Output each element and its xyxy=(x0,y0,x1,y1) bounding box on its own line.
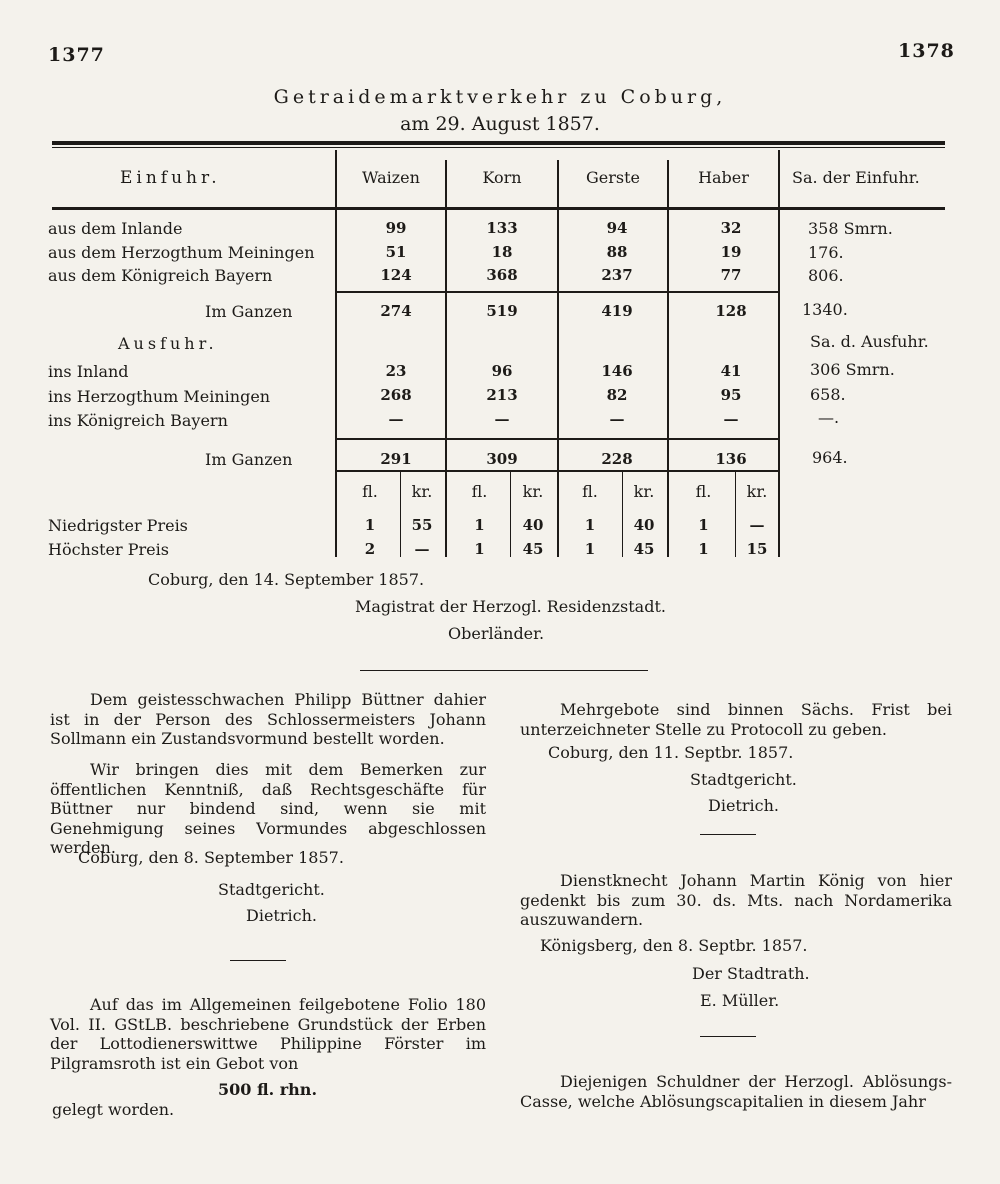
cell-sum: 806. xyxy=(808,266,844,285)
header-sum: Sa. der Einfuhr. xyxy=(792,168,920,187)
price-fl: 1 xyxy=(364,516,376,534)
cell-korn: 18 xyxy=(491,243,513,261)
header-gerste: Gerste xyxy=(585,168,640,187)
cell-gerste: 88 xyxy=(606,243,628,261)
table-top-rule-thin xyxy=(52,147,945,148)
cell-haber: 95 xyxy=(720,386,742,404)
price-fl: 1 xyxy=(698,516,709,534)
table-title: Getraidemarktverkehr zu Coburg, xyxy=(273,86,727,108)
currency-fl: fl. xyxy=(695,482,712,501)
cell-waizen: 124 xyxy=(380,266,412,284)
row-label: aus dem Königreich Bayern xyxy=(48,266,273,285)
cell-waizen: — xyxy=(388,410,404,428)
notice-koenig-name: E. Müller. xyxy=(700,991,780,1010)
section-rule xyxy=(360,670,648,671)
notice-buettner-2: Wir bringen dies mit dem Bemerken zur öffentlichen Kenntniß, daß Rechtsgeschäfte für Büttner nur bindend sind, wenn sie mit Genehmigung seines Vormundes abgeschlossen werden. xyxy=(50,760,486,857)
row-label: ins Königreich Bayern xyxy=(48,411,228,430)
total-korn: 519 xyxy=(486,302,518,320)
notice-koenig-date: Königsberg, den 8. Septbr. 1857. xyxy=(540,936,808,955)
price-kr: 45 xyxy=(522,540,544,558)
price-fl: 1 xyxy=(584,516,596,534)
notice-mehrgebote-date: Coburg, den 11. Septbr. 1857. xyxy=(548,743,794,762)
total-waizen: 274 xyxy=(380,302,412,320)
page-number-left: 1377 xyxy=(48,44,105,66)
notice-koenig-office: Der Stadtrath. xyxy=(692,964,810,983)
subtotal-rule xyxy=(337,291,780,293)
cell-sum: 176. xyxy=(808,243,844,262)
cell-korn: 133 xyxy=(486,219,518,237)
cell-haber: — xyxy=(723,410,739,428)
notice-foerster: Auf das im Allgemeinen feilgebotene Folio 180 Vol. II. GStLB. beschriebene Grundstück der Erben der Lottodienerswittwe Philippine Förster im Pilgramsroth ist ein Gebot von xyxy=(50,995,486,1073)
col-divider xyxy=(557,160,559,557)
cell-haber: 32 xyxy=(720,219,742,237)
cell-sum: —. xyxy=(818,408,840,427)
cell-waizen: 268 xyxy=(380,386,412,404)
row-label: ins Inland xyxy=(48,362,129,381)
total-gerste: 228 xyxy=(601,450,633,468)
cell-gerste: 82 xyxy=(606,386,628,404)
row-label: ins Herzogthum Meiningen xyxy=(48,387,271,406)
col-divider xyxy=(778,150,780,557)
cell-sum: 358 Smrn. xyxy=(808,219,893,238)
cell-gerste: 146 xyxy=(601,362,633,380)
table-header-rule xyxy=(52,207,945,210)
sub-divider xyxy=(400,472,401,557)
price-kr: 15 xyxy=(746,540,768,558)
price-fl: 1 xyxy=(584,540,596,558)
price-fl: 1 xyxy=(698,540,709,558)
price-kr: 40 xyxy=(522,516,544,534)
signature-name: Oberländer. xyxy=(448,624,545,643)
price-kr: — xyxy=(414,540,430,558)
total-label: Im Ganzen xyxy=(205,302,293,321)
table-date: am 29. August 1857. xyxy=(400,113,600,135)
price-fl: 1 xyxy=(474,516,485,534)
price-fl: 1 xyxy=(474,540,485,558)
col-divider xyxy=(335,150,337,557)
signature-place: Coburg, den 14. September 1857. xyxy=(148,570,425,589)
total-gerste: 419 xyxy=(601,302,633,320)
col-divider xyxy=(667,160,669,557)
cell-korn: 213 xyxy=(486,386,518,404)
page-number-right: 1378 xyxy=(898,40,955,62)
ausfuhr-sum-heading: Sa. d. Ausfuhr. xyxy=(810,332,929,351)
currency-kr: kr. xyxy=(411,482,433,501)
notice-mehrgebote-name: Dietrich. xyxy=(708,796,779,815)
cell-gerste: 94 xyxy=(606,219,628,237)
price-rule xyxy=(337,470,780,472)
short-rule xyxy=(700,1036,756,1037)
currency-fl: fl. xyxy=(582,482,598,501)
col-divider xyxy=(445,160,447,557)
total-korn: 309 xyxy=(486,450,518,468)
notice-mehrgebote: Mehrgebote sind binnen Sächs. Frist bei unterzeichneter Stelle zu Protocoll zu geben. xyxy=(520,700,952,739)
table-top-rule xyxy=(52,141,945,145)
header-einfuhr: Einfuhr. xyxy=(120,168,221,188)
cell-haber: 77 xyxy=(720,266,742,284)
total-sum: 1340. xyxy=(802,300,848,319)
row-label: Höchster Preis xyxy=(48,540,169,559)
header-korn: Korn xyxy=(482,168,522,187)
price-kr: 55 xyxy=(411,516,433,534)
sub-divider xyxy=(510,472,511,557)
total-label: Im Ganzen xyxy=(205,450,293,469)
currency-kr: kr. xyxy=(746,482,768,501)
currency-fl: fl. xyxy=(471,482,488,501)
short-rule xyxy=(700,834,756,835)
cell-gerste: 237 xyxy=(601,266,633,284)
currency-fl: fl. xyxy=(362,482,378,501)
cell-haber: 19 xyxy=(720,243,742,261)
notice-foerster-amount: 500 fl. rhn. xyxy=(218,1080,318,1099)
total-haber: 128 xyxy=(715,302,747,320)
cell-korn: — xyxy=(494,410,510,428)
cell-korn: 368 xyxy=(486,266,518,284)
header-waizen: Waizen xyxy=(362,168,420,187)
header-haber: Haber xyxy=(698,168,749,187)
cell-gerste: — xyxy=(609,410,625,428)
price-fl: 2 xyxy=(364,540,376,558)
cell-haber: 41 xyxy=(720,362,742,380)
row-label: aus dem Inlande xyxy=(48,219,183,238)
notice-schuldner: Diejenigen Schuldner der Herzogl. Ablösungs-Casse, welche Ablösungscapitalien in diesem Jahr xyxy=(520,1072,952,1111)
cell-waizen: 99 xyxy=(385,219,407,237)
currency-kr: kr. xyxy=(633,482,655,501)
price-kr: 40 xyxy=(633,516,655,534)
price-kr: 45 xyxy=(633,540,655,558)
notice-koenig: Dienstknecht Johann Martin König von hier gedenkt bis zum 30. ds. Mts. nach Nordamerika auszuwandern. xyxy=(520,871,952,929)
cell-waizen: 23 xyxy=(385,362,407,380)
signature-office: Magistrat der Herzogl. Residenzstadt. xyxy=(355,597,666,616)
currency-kr: kr. xyxy=(522,482,544,501)
cell-sum: 658. xyxy=(810,385,846,404)
total-haber: 136 xyxy=(715,450,747,468)
cell-sum: 306 Smrn. xyxy=(810,360,895,379)
short-rule xyxy=(230,960,286,961)
ausfuhr-heading: Ausfuhr. xyxy=(118,334,218,353)
notice-buettner-date: Coburg, den 8. September 1857. xyxy=(78,848,344,867)
total-waizen: 291 xyxy=(380,450,412,468)
notice-buettner-name: Dietrich. xyxy=(246,906,317,925)
total-sum: 964. xyxy=(812,448,848,467)
cell-waizen: 51 xyxy=(385,243,407,261)
notice-mehrgebote-court: Stadtgericht. xyxy=(690,770,797,789)
row-label: Niedrigster Preis xyxy=(48,516,188,535)
cell-korn: 96 xyxy=(491,362,513,380)
notice-foerster-end: gelegt worden. xyxy=(52,1100,175,1119)
notice-buettner-court: Stadtgericht. xyxy=(218,880,325,899)
row-label: aus dem Herzogthum Meiningen xyxy=(48,243,315,262)
subtotal-rule xyxy=(337,438,780,440)
price-kr: — xyxy=(749,516,765,534)
sub-divider xyxy=(622,472,623,557)
notice-buettner: Dem geistesschwachen Philipp Büttner dahier ist in der Person des Schlossermeisters Johann Sollmann ein Zustandsvormund bestellt worden. xyxy=(50,690,486,748)
sub-divider xyxy=(735,472,736,557)
